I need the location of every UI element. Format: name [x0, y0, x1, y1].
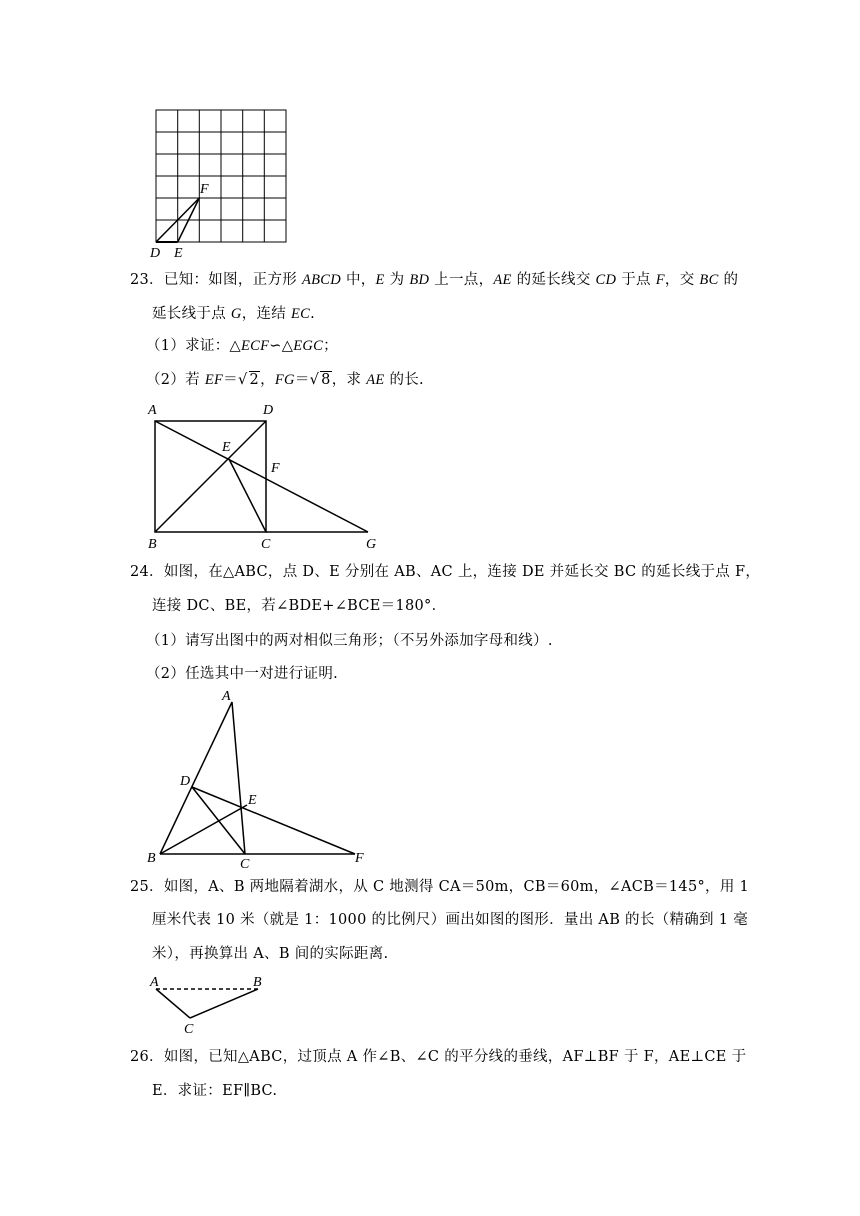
square-figure — [144, 398, 384, 548]
grid-label-d: D — [150, 246, 161, 260]
triangle-label-b: B — [147, 851, 156, 866]
grid-figure — [148, 105, 293, 260]
q25-line-1: 25．如图，A、B 两地隔着湖水，从 C 地测得 CA＝50m，CB＝60m，∠ACB＝145°，用 1 — [130, 879, 750, 895]
grid-label-e: E — [174, 246, 183, 260]
triangle-label-d: D — [180, 774, 191, 789]
q24-line-3: （1）请写出图中的两对相似三角形；（不另外添加字母和线）. — [146, 633, 553, 649]
square-label-b: B — [148, 537, 157, 548]
grid-label-f: F — [200, 182, 209, 197]
sqrt-symbol: √ 8 — [309, 372, 331, 388]
lake-figure — [146, 970, 268, 1035]
q24-line-2: 连接 DC、BE，若∠BDE+∠BCE＝180°． — [152, 598, 447, 614]
square-label-c: C — [261, 537, 271, 548]
q23-line-2: 延长线于点 G，连结 EC. — [152, 306, 316, 322]
triangle-figure — [143, 688, 373, 868]
square-label-a: A — [148, 403, 157, 418]
q24-line-4: （2）任选其中一对进行证明. — [146, 666, 339, 682]
triangle-label-c: C — [240, 857, 250, 868]
q26-line-1: 26．如图，已知△ABC，过顶点 A 作∠B、∠C 的平分线的垂线，AF⊥BF 于 F，AE⊥CE 于 — [130, 1049, 747, 1065]
q24-line-1: 24．如图，在△ABC，点 D、E 分别在 AB、AC 上，连接 DE 并延长交 BC 的延长线于点 F， — [130, 564, 761, 580]
lake-label-a: A — [150, 975, 159, 990]
triangle-label-e: E — [248, 793, 257, 808]
q23-line-1: 23．已知：如图，正方形 ABCD 中，E 为 BD 上一点，AE 的延长线交 CD 于点 F，交 BC 的 — [130, 272, 739, 288]
triangle-label-f: F — [355, 851, 364, 866]
square-label-d: D — [263, 403, 274, 418]
q25-line-2: 厘米代表 10 米（就是 1：1000 的比例尺）画出如图的图形．量出 AB 的长（精确到 1 毫 — [152, 912, 748, 928]
lake-label-b: B — [253, 975, 262, 990]
q25-line-3: 米），再换算出 A、B 间的实际距离. — [152, 946, 389, 962]
q23-line-4: （2）若 EF＝√ 2，FG＝√ 8，求 AE 的长. — [146, 372, 424, 388]
q26-line-2: E．求证：EF∥BC. — [152, 1083, 278, 1099]
q23-line-3: （1）求证：△ECF∽△EGC； — [146, 338, 338, 354]
lake-label-c: C — [184, 1022, 194, 1035]
sqrt-symbol: √ 2 — [237, 372, 260, 388]
square-label-e: E — [222, 440, 231, 455]
square-label-g: G — [366, 537, 377, 548]
triangle-label-a: A — [222, 689, 231, 704]
square-label-f: F — [271, 461, 280, 476]
